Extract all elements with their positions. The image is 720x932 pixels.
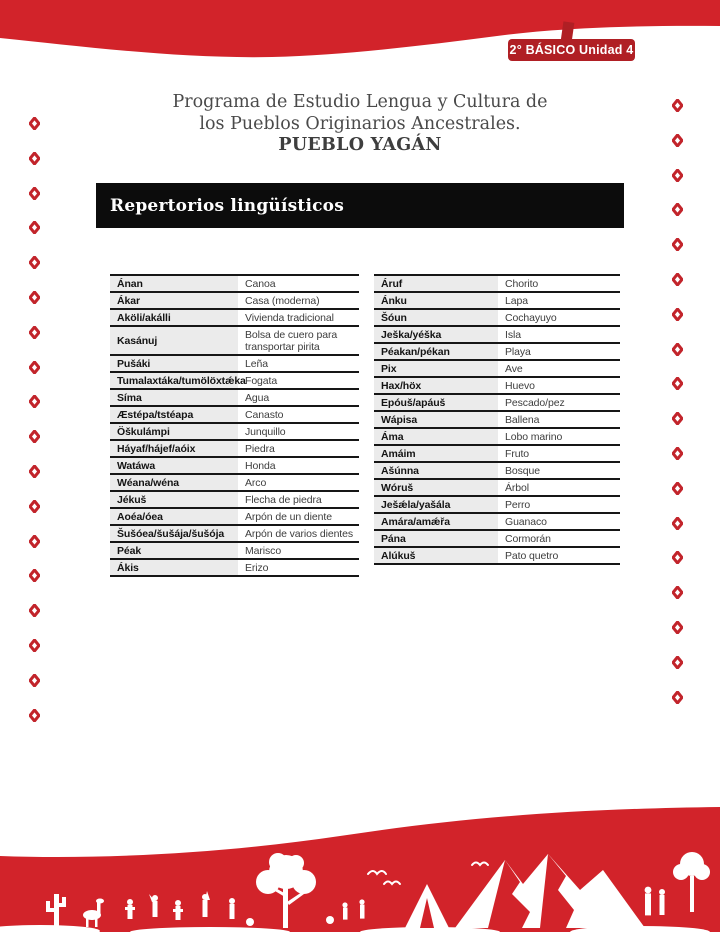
diamond-outline-icon (29, 221, 40, 234)
table-row (374, 547, 620, 564)
meaning-cell: Cochayuyo (498, 309, 620, 326)
vocab-table-right-body (374, 275, 620, 564)
vocab-table-right (374, 274, 620, 565)
meaning-cell: Fogata (238, 372, 359, 389)
footer-illustration (0, 802, 720, 932)
diamond-outline-icon (672, 621, 683, 634)
meaning-cell: Cormorán (498, 530, 620, 547)
meaning-cell: Flecha de piedra (238, 491, 359, 508)
diamond-outline-icon (29, 361, 40, 374)
term-cell: Pušáki (110, 355, 238, 372)
meaning-cell: Lapa (498, 292, 620, 309)
table-row (374, 309, 620, 326)
title-line-2: los Pueblos Originarios Ancestrales. (199, 113, 521, 134)
term-cell: Ješǽla/yašála (374, 496, 498, 513)
meaning-cell: Canoa (238, 275, 359, 292)
left-margin-diamonds (29, 117, 41, 737)
term-cell: Watáwa (110, 457, 238, 474)
diamond-outline-icon (672, 551, 683, 564)
diamond-outline-icon (672, 273, 683, 286)
diamond-outline-icon (29, 709, 40, 722)
table-row (110, 275, 359, 292)
meaning-cell: Fruto (498, 445, 620, 462)
table-row (110, 491, 359, 508)
table-row (110, 457, 359, 474)
meaning-cell: Bosque (498, 462, 620, 479)
term-cell: Aköli/akálli (110, 309, 238, 326)
table-row (374, 292, 620, 309)
meaning-cell: Ballena (498, 411, 620, 428)
right-margin-diamonds (672, 99, 684, 719)
diamond-outline-icon (672, 134, 683, 147)
term-cell: Áruf (374, 275, 498, 292)
table-row (110, 440, 359, 457)
diamond-outline-icon (672, 169, 683, 182)
table-row (374, 496, 620, 513)
term-cell: Æstépa/tstéapa (110, 406, 238, 423)
diamond-outline-icon (29, 291, 40, 304)
term-cell: Epóuš/apáuš (374, 394, 498, 411)
term-cell: Šóun (374, 309, 498, 326)
meaning-cell: Playa (498, 343, 620, 360)
diamond-outline-icon (672, 586, 683, 599)
table-row (110, 389, 359, 406)
title-line-3: PUEBLO YAGÁN (278, 135, 442, 155)
term-cell: Amára/amǽřa (374, 513, 498, 530)
table-row (374, 530, 620, 547)
meaning-cell: Arpón de un diente (238, 508, 359, 525)
term-cell: Alúkuš (374, 547, 498, 564)
meaning-cell: Agua (238, 389, 359, 406)
diamond-outline-icon (672, 517, 683, 530)
diamond-outline-icon (29, 117, 40, 130)
term-cell: Ánan (110, 275, 238, 292)
table-row (374, 462, 620, 479)
table-row (110, 508, 359, 525)
table-row (110, 372, 359, 389)
table-row (110, 525, 359, 542)
table-row (374, 513, 620, 530)
term-cell: Wéana/wéna (110, 474, 238, 491)
meaning-cell: Arco (238, 474, 359, 491)
section-banner (96, 183, 624, 228)
meaning-cell: Pescado/pez (498, 394, 620, 411)
term-cell: Ákar (110, 292, 238, 309)
title-line-1: Programa de Estudio Lengua y Cultura de (172, 92, 548, 112)
meaning-cell: Leña (238, 355, 359, 372)
table-row (374, 343, 620, 360)
term-cell: Ješka/yéška (374, 326, 498, 343)
diamond-outline-icon (672, 447, 683, 460)
diamond-outline-icon (672, 656, 683, 669)
section-title: Repertorios lingüísticos (110, 195, 344, 216)
table-row (374, 428, 620, 445)
meaning-cell: Bolsa de cuero para transportar pirita (238, 326, 359, 355)
meaning-cell: Isla (498, 326, 620, 343)
diamond-outline-icon (672, 238, 683, 251)
diamond-outline-icon (29, 674, 40, 687)
table-row (110, 474, 359, 491)
term-cell: Ašúnna (374, 462, 498, 479)
term-cell: Pána (374, 530, 498, 547)
table-row (110, 355, 359, 372)
diamond-outline-icon (29, 395, 40, 408)
meaning-cell: Lobo marino (498, 428, 620, 445)
table-row (374, 411, 620, 428)
term-cell: Wóruš (374, 479, 498, 496)
diamond-outline-icon (672, 99, 683, 112)
term-cell: Amáim (374, 445, 498, 462)
table-row (374, 479, 620, 496)
diamond-outline-icon (29, 639, 40, 652)
term-cell: Wápisa (374, 411, 498, 428)
meaning-cell: Casa (moderna) (238, 292, 359, 309)
diamond-outline-icon (672, 308, 683, 321)
diamond-outline-icon (672, 343, 683, 356)
term-cell: Hax/höx (374, 377, 498, 394)
term-cell: Pix (374, 360, 498, 377)
table-row (110, 309, 359, 326)
term-cell: Ánku (374, 292, 498, 309)
vocab-table-left (110, 274, 359, 577)
meaning-cell: Honda (238, 457, 359, 474)
term-cell: Péak (110, 542, 238, 559)
unit-badge: 2° BÁSICO Unidad 4 (508, 39, 635, 61)
table-row (110, 559, 359, 576)
diamond-outline-icon (29, 569, 40, 582)
diamond-outline-icon (29, 430, 40, 443)
diamond-outline-icon (672, 203, 683, 216)
term-cell: Öškulámpi (110, 423, 238, 440)
table-row (374, 326, 620, 343)
meaning-cell: Junquillo (238, 423, 359, 440)
table-row (374, 377, 620, 394)
table-row (374, 275, 620, 292)
vocab-table-left-body (110, 275, 359, 576)
diamond-outline-icon (29, 152, 40, 165)
meaning-cell: Marisco (238, 542, 359, 559)
meaning-cell: Piedra (238, 440, 359, 457)
diamond-outline-icon (672, 691, 683, 704)
diamond-outline-icon (29, 465, 40, 478)
table-row (110, 423, 359, 440)
diamond-outline-icon (672, 377, 683, 390)
meaning-cell: Árbol (498, 479, 620, 496)
term-cell: Aoéa/óea (110, 508, 238, 525)
table-row (374, 445, 620, 462)
term-cell: Tumalaxtáka/tumölöxtǽka (110, 372, 238, 389)
table-row (110, 542, 359, 559)
page-title (0, 92, 720, 157)
term-cell: Háyaf/hájef/aóix (110, 440, 238, 457)
diamond-outline-icon (29, 604, 40, 617)
meaning-cell: Perro (498, 496, 620, 513)
meaning-cell: Erizo (238, 559, 359, 576)
term-cell: Šušóea/šušája/šušója (110, 525, 238, 542)
meaning-cell: Chorito (498, 275, 620, 292)
meaning-cell: Arpón de varios dientes (238, 525, 359, 542)
term-cell: Kasánuj (110, 326, 238, 355)
diamond-outline-icon (672, 482, 683, 495)
diamond-outline-icon (29, 187, 40, 200)
meaning-cell: Vivienda tradicional (238, 309, 359, 326)
term-cell: Áma (374, 428, 498, 445)
meaning-cell: Ave (498, 360, 620, 377)
term-cell: Jékuš (110, 491, 238, 508)
diamond-outline-icon (672, 412, 683, 425)
meaning-cell: Canasto (238, 406, 359, 423)
term-cell: Ákis (110, 559, 238, 576)
table-row (110, 406, 359, 423)
meaning-cell: Huevo (498, 377, 620, 394)
table-row (110, 326, 359, 355)
diamond-outline-icon (29, 535, 40, 548)
term-cell: Péakan/pékan (374, 343, 498, 360)
diamond-outline-icon (29, 256, 40, 269)
meaning-cell: Guanaco (498, 513, 620, 530)
table-row (110, 292, 359, 309)
table-row (374, 360, 620, 377)
diamond-outline-icon (29, 326, 40, 339)
meaning-cell: Pato quetro (498, 547, 620, 564)
diamond-outline-icon (29, 500, 40, 513)
term-cell: Síma (110, 389, 238, 406)
table-row (374, 394, 620, 411)
